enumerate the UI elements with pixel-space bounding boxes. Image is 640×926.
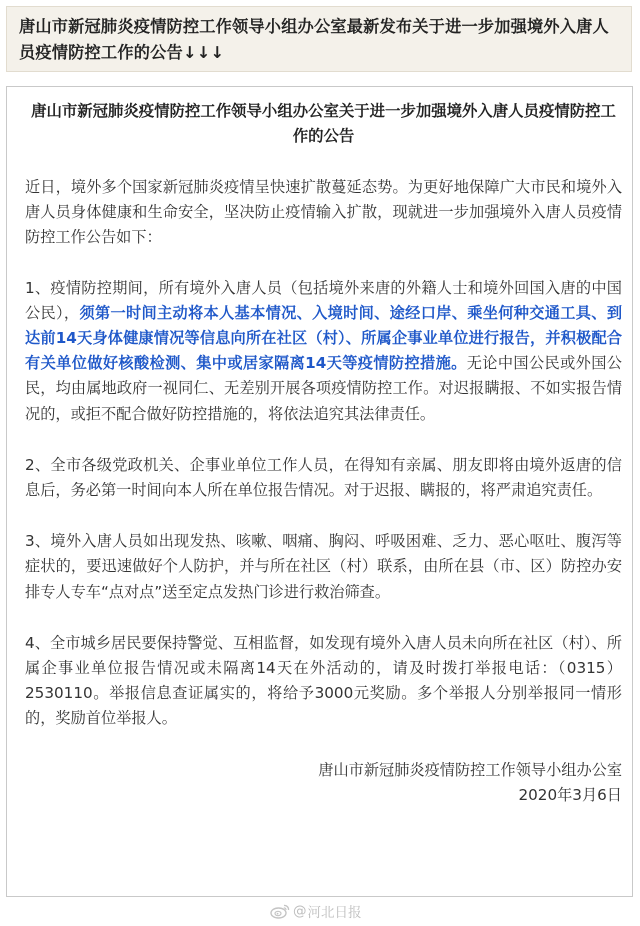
notice-item-1 xyxy=(25,276,622,427)
item-1-highlight: 须第一时间主动将本人基本情况、入境时间、途经口岸、乘坐何种交通工具、到达前14天身体健康情况等信息向所在社区（村）、所属企事业单位进行报告，并积极配合有关单位做好核酸检测、集中或居家隔离14天等疫情防控措施。 xyxy=(25,303,623,373)
signature-date: 2020年3月6日 xyxy=(518,786,622,805)
notice-item-2: 2、全市各级党政机关、企事业单位工作人员，在得知有亲属、朋友即将由境外返唐的信息后，务必第一时间向本人所在单位报告情况。对于迟报、瞒报的，将严肃追究责任。 xyxy=(25,455,622,500)
headline-banner xyxy=(6,6,632,72)
signature-org: 唐山市新冠肺炎疫情防控工作领导小组办公室 xyxy=(318,760,622,779)
headline-title: 唐山市新冠肺炎疫情防控工作领导小组办公室最新发布关于进一步加强境外入唐人员疫情防控工作的公告↓↓↓ xyxy=(19,17,609,62)
notice-item-4: 4、全市城乡居民要保持警觉、互相监督，如发现有境外入唐人员未向所在社区（村）、所属企事业单位报告情况或未隔离14天在外活动的，请及时拨打举报电话：（0315）2530110。举报信息查证属实的，将给予3000元奖励。多个举报人分别举报同一情形的，奖励首位举报人。 xyxy=(25,633,622,728)
notice-panel xyxy=(6,86,633,897)
notice-title: 唐山市新冠肺炎疫情防控工作领导小组办公室关于进一步加强境外入唐人员疫情防控工作的公告 xyxy=(31,102,616,145)
signature-block xyxy=(25,758,622,809)
item-1-text-end: 无论中国公民或外国公民，均由属地政府一视同仁、无差别开展各项疫情防控工作。对迟报瞒报、不如实报告情况的，或拒不配合做好防控措施的，将依法追究其法律责任。 xyxy=(25,354,622,423)
item-1-text-start: 1、疫情防控期间，所有境外入唐人员（包括境外来唐的外籍人士和境外回国入唐的中国公民）， xyxy=(25,278,622,322)
weibo-logo-icon xyxy=(270,903,290,919)
notice-item-3: 3、境外入唐人员如出现发热、咳嗽、咽痛、胸闷、呼吸困难、乏力、恶心呕吐、腹泻等症状的，要迅速做好个人防护，并与所在社区（村）联系，由所在县（市、区）防控办安排专人专车“点对点”送至定点发热门诊进行救治筛查。 xyxy=(25,532,622,601)
notice-intro: 近日，境外多个国家新冠肺炎疫情呈快速扩散蔓延态势。为更好地保障广大市民和境外入唐人员身体健康和生命安全，坚决防止疫情输入扩散，现就进一步加强境外入唐人员疫情防控工作公告如下： xyxy=(25,178,622,247)
watermark xyxy=(270,898,362,924)
watermark-at: @ xyxy=(293,903,307,919)
watermark-text: 河北日报 xyxy=(307,905,362,921)
